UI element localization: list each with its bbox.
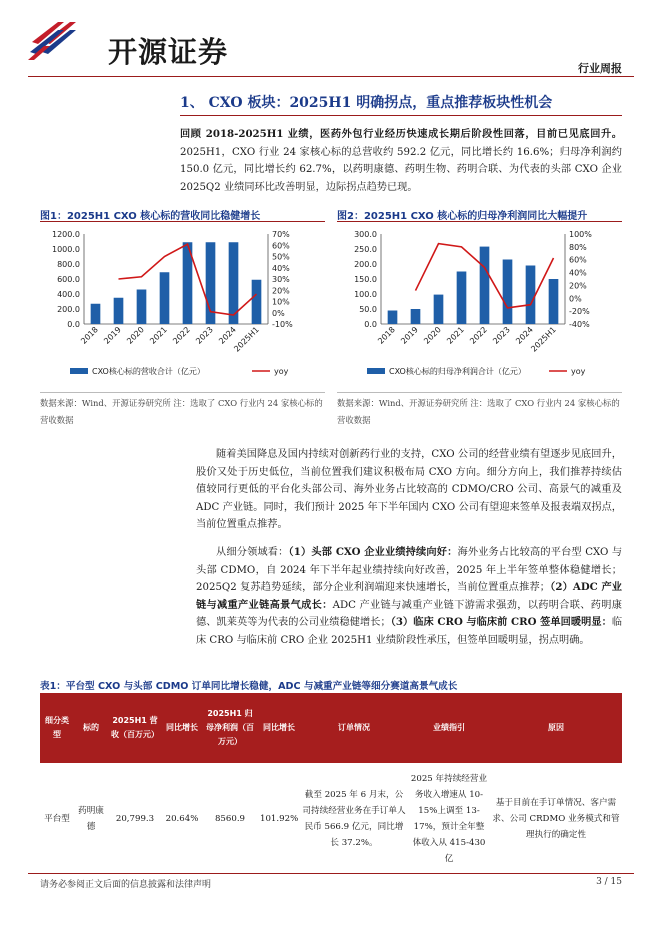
left-axis-tick-label: 300.0 [354, 230, 377, 239]
right-axis-tick-label: 0% [272, 308, 285, 318]
left-axis-tick-label: 400.0 [57, 290, 80, 299]
left-axis-tick-label: 100.0 [354, 290, 377, 299]
figure-2-divider [337, 221, 622, 222]
intro-body-text: 2025H1，CXO 行业 24 家核心标的总营收约 592.2 亿元，同比增长约 16.6%；归母净利润约 150.0 亿元，同比增长约 62.7%，以药明康德、药明生物、药明合联、为代表的头部 CXO 企业 2025Q2 业绩同环比改善明显，边际拐点趋势已现。 [180, 146, 622, 193]
x-tick-label: 2024 [514, 325, 535, 346]
right-axis-tick-label: -40% [569, 320, 590, 329]
table-header-cell: 原因 [490, 693, 622, 763]
logo-mark-icon [28, 16, 100, 60]
legend-line-label: yoy [274, 367, 289, 376]
x-tick-label: 2019 [102, 325, 123, 346]
x-tick-label: 2025H1 [232, 325, 261, 354]
table-cell: 8560.9 [214, 814, 246, 824]
left-axis-tick-label: 0.0 [67, 320, 80, 329]
company-name: 开源证券 [108, 35, 229, 69]
p2-lead: 从细分领域看： [216, 547, 289, 558]
table-cell: 20,799.3 [115, 814, 155, 824]
bar-2020 [137, 290, 147, 325]
p2-point-1-text: 海外业务占比较高的平台型 CXO 与头部 CDMO，自 2024 年下半年起业绩持续向好改善，2025 年上半年签单整体稳健增长；2025Q2 复苏趋势延续，部分企业利润端迎来快速增长，当前位置重点推荐； [196, 547, 623, 594]
x-tick-label: 2023 [491, 325, 512, 346]
bar-2025H1 [549, 279, 559, 324]
right-axis-tick-label: 80% [569, 242, 587, 252]
bar-2018 [388, 311, 398, 325]
body-paragraph-1: 随着美国降息及国内持续对创新药行业的支持，CXO 公司的经营业绩有望逐步见底回升，股价又处于历史低位，当前位置我们建议积极布局 CXO 方向。细分方向上，我们推荐持续估值较同行更低的平台化头部公司、海外业务占比较高的 CDMO/CRO 公司、高景气的减重及 ADC 产业链。同时，我们预计 2025 年下半年国内 CXO 公司有望迎来签单及报表端双拐点，当前位置重点推荐。 [196, 449, 622, 531]
p2-point-2-text: ADC 产业链与减重产业链下游需求强劲，以药明合联、药明康德、凯莱英等为代表的公司业绩稳健增长； [196, 599, 622, 629]
left-axis-tick-label: 200.0 [354, 260, 377, 269]
table-header-cell: 同比增长 [258, 693, 300, 763]
section-divider [180, 115, 622, 116]
legend-bar-swatch [70, 368, 88, 374]
bar-2020 [434, 295, 444, 324]
bar-2021 [457, 272, 467, 325]
table-header-cell: 2025H1 营收（百万元） [108, 693, 162, 763]
right-axis-tick-label: 30% [272, 275, 290, 284]
bar-2019 [114, 298, 124, 324]
figure-2-title: 图2：2025H1 CXO 核心标的归母净利润同比大幅提升 [337, 211, 588, 222]
right-axis-tick-label: 70% [272, 230, 290, 239]
right-axis-tick-label: 20% [569, 281, 587, 291]
bar-2022 [480, 247, 490, 324]
figure-1-source: 数据来源：Wind、开源证券研究所 注：选取了 CXO 行业内 24 家核心标的营收数据 [40, 398, 323, 425]
header-divider [28, 76, 634, 77]
right-axis-tick-label: 60% [272, 241, 290, 251]
p2-point-1: （1）头部 CXO 企业业绩持续向好： [288, 546, 458, 558]
table-1-title: 表1：平台型 CXO 与头部 CDMO 订单同比增长稳健，ADC 与减重产业链等细分赛道高景气成长 [40, 681, 458, 692]
x-tick-label: 2018 [79, 325, 100, 346]
right-axis-tick-label: 20% [272, 286, 290, 296]
p2-point-3: （3）临床 CRO 与临床前 CRO 签单回暖明显： [390, 616, 612, 629]
footer-divider [28, 873, 634, 874]
left-axis-tick-label: 0.0 [364, 320, 377, 329]
right-axis-tick-label: 40% [272, 263, 290, 273]
table-cell: 平台型 [44, 814, 70, 824]
table-cell: 基于目前在手订单情况、客户需求、公司 CRDMO 业务模式和管理执行的确定性 [492, 798, 620, 840]
figure-1-source-divider [40, 392, 325, 393]
left-axis-tick-label: 1200.0 [52, 230, 80, 239]
left-axis-tick-label: 600.0 [57, 275, 80, 284]
right-axis-tick-label: 10% [272, 297, 290, 307]
legend-line-label: yoy [571, 367, 586, 376]
table-header-cell: 标的 [74, 693, 108, 763]
table-1 [40, 693, 622, 875]
table-header-cell: 2025H1 归母净利润（百万元） [202, 693, 258, 763]
table-cell: 101.92% [260, 814, 299, 824]
x-tick-label: 2024 [217, 325, 238, 346]
figure-2-source-divider [337, 392, 622, 393]
table-cell: 20.64% [165, 814, 199, 824]
right-axis-tick-label: 0% [569, 294, 582, 304]
chart-1 [40, 224, 325, 390]
footer-disclaimer: 请务必参阅正文后面的信息披露和法律声明 [40, 880, 212, 890]
bar-2023 [503, 260, 513, 325]
figure-2-source: 数据来源：Wind、开源证券研究所 注：选取了 CXO 行业内 24 家核心标的营收数据 [337, 398, 620, 425]
table-header-cell: 订单情况 [300, 693, 408, 763]
section-title: 1、 CXO 板块：2025H1 明确拐点，重点推荐板块性机会 [180, 95, 553, 111]
left-axis-tick-label: 50.0 [359, 305, 377, 314]
figure-1-divider [40, 221, 325, 222]
table-header-row [40, 693, 622, 763]
table-row [40, 763, 622, 875]
table-cell: 截至 2025 年 6 月末，公司持续经营业务在手订单人民币 566.9 亿元，同比增长 37.2%。 [302, 790, 406, 848]
x-tick-label: 2022 [468, 325, 489, 346]
legend-bar-swatch [367, 368, 385, 374]
table-header-cell: 细分类型 [40, 693, 74, 763]
x-tick-label: 2021 [445, 325, 466, 346]
table-cell: 2025 年持续经营业务收入增速从 10-15%上调至 13-17%，预计全年整体收入从 415-430 亿 [410, 774, 488, 864]
legend-bar-label: CXO核心标的营收合计（亿元） [92, 367, 205, 376]
right-axis-tick-label: 50% [272, 252, 290, 262]
bar-2018 [91, 304, 101, 324]
right-axis-tick-label: 40% [569, 268, 587, 278]
x-tick-label: 2018 [376, 325, 397, 346]
bar-2025H1 [252, 280, 262, 324]
table-header-cell: 同比增长 [162, 693, 202, 763]
right-axis-tick-label: 100% [569, 230, 592, 239]
left-axis-tick-label: 250.0 [354, 245, 377, 254]
chart-2 [337, 224, 622, 390]
intro-bold-text: 回顾 2018-2025H1 业绩，医药外包行业经历快速成长期后阶段性回落，目前已见底回升。 [180, 128, 622, 140]
bar-2024 [526, 266, 536, 325]
right-axis-tick-label: 60% [569, 255, 587, 265]
right-axis-tick-label: -10% [272, 320, 293, 329]
report-type-label: 行业周报 [578, 62, 622, 75]
left-axis-tick-label: 150.0 [354, 275, 377, 284]
x-tick-label: 2022 [171, 325, 192, 346]
x-tick-label: 2019 [399, 325, 420, 346]
x-tick-label: 2023 [194, 325, 215, 346]
figure-1-title: 图1：2025H1 CXO 核心标的营收同比稳健增长 [40, 211, 261, 222]
p2-point-3-text: 临床 CRO 与临床前 CRO 企业 2025H1 业绩阶段性承压，但签单回暖明显，拐点明确。 [196, 617, 622, 646]
page-number: 3 / 15 [596, 877, 622, 887]
intro-paragraph [180, 126, 622, 196]
bar-2021 [160, 272, 170, 324]
x-tick-label: 2025H1 [529, 325, 558, 354]
left-axis-tick-label: 200.0 [57, 305, 80, 314]
body-paragraph-2 [196, 544, 622, 650]
company-logo [28, 16, 278, 69]
x-tick-label: 2021 [148, 325, 169, 346]
left-axis-tick-label: 1000.0 [52, 245, 80, 254]
table-cell: 药明康德 [78, 806, 104, 832]
legend-bar-label: CXO核心标的归母净利润合计（亿元） [389, 367, 526, 376]
left-axis-tick-label: 800.0 [57, 260, 80, 269]
bar-2019 [411, 309, 421, 324]
x-tick-label: 2020 [125, 325, 146, 346]
table-header-cell: 业绩指引 [408, 693, 490, 763]
p2-point-2: （2）ADC 产业链与减重产业链高景气成长： [196, 581, 622, 611]
x-tick-label: 2020 [422, 325, 443, 346]
right-axis-tick-label: -20% [569, 307, 590, 317]
